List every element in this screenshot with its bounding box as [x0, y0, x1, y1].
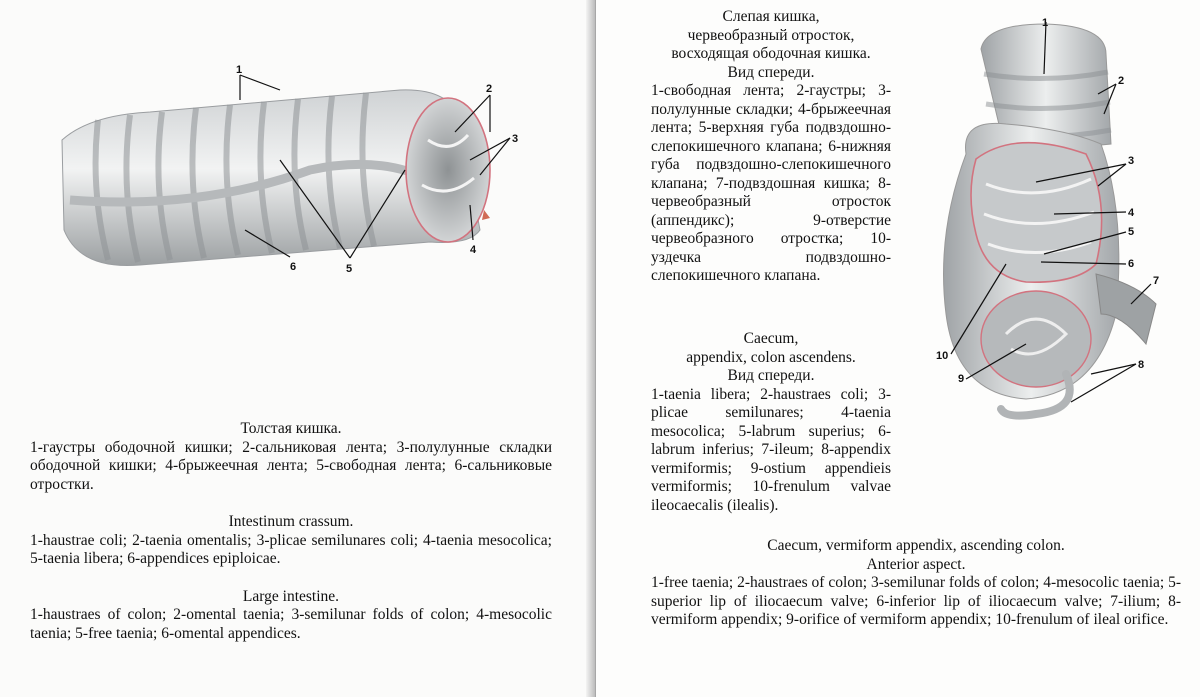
caption-title-latin-line-2: appendix, colon ascendens. — [686, 348, 856, 366]
caption-title-english-line-2: Anterior aspect. — [866, 555, 966, 573]
figure-label-5: 5 — [1128, 226, 1135, 238]
caption-title-russian: Толстая кишка. — [240, 420, 342, 437]
caecum-caption-russian — [651, 8, 891, 286]
caption-title-latin-line-1: Caecum, — [743, 330, 799, 347]
caption-title-latin: Intestinum crassum. — [228, 513, 354, 530]
large-intestine-figure — [50, 60, 520, 290]
caption-title-russian-line-4: Вид спереди. — [727, 63, 815, 81]
figure-label-3: 3 — [512, 133, 519, 145]
caption-body-english: 1-haustraes of colon; 2-omental taenia; 3-semilunar folds of colon; 4-mesocolic taenia; 5-free taenia; 6-omental appendices. — [30, 606, 552, 642]
caption-title-russian-line-3: восходящая ободочная кишка. — [671, 45, 871, 62]
figure-label-9: 9 — [958, 373, 965, 385]
figure-label-3: 3 — [1128, 155, 1135, 167]
figure-label-2: 2 — [486, 83, 493, 95]
caption-body-russian: 1-свободная лента; 2-гаустры; 3-полулунные складки; 4-брыжеечная лента; 5-верхняя губа подвздошно-слепокишечного клапана; 6-нижняя губа подвздошно-слепокишечного клапана; 7-подвздошная кишка; 8-червеобразный отросток (аппендикс); 9-отверстие червеобразного отростка; 10-уздечка подвздошно-слепокишечного клапана. — [651, 82, 891, 284]
caption-title-english: Large intestine. — [242, 587, 340, 605]
caecum-figure — [926, 14, 1176, 434]
figure-label-6: 6 — [290, 261, 297, 273]
caecum-caption-latin — [651, 330, 891, 515]
figure-label-7: 7 — [1153, 275, 1160, 287]
caption-body-latin: 1-taenia libera; 2-haustraes coli; 3-plicae semilunares; 4-taenia mesocolica; 5-labrum superius; 6-labrum inferius; 7-ileum; 8-appendix vermiformis; 9-ostium appendieis vermiformis; 10-frenulum valvae ileocaecalis (ilealis). — [651, 385, 891, 514]
figure-label-5: 5 — [346, 263, 353, 275]
caption-title-english-line-1: Caecum, vermiform appendix, ascending colon. — [767, 537, 1065, 554]
caecum-illustration — [926, 14, 1176, 434]
caption-title-latin-line-3: Вид спереди. — [727, 367, 815, 384]
caption-body-latin: 1-haustrae coli; 2-taenia omentalis; 3-plicae semilunares coli; 4-taenia mesocolica; 5-taenia libera; 6-appendices epiploicae. — [30, 531, 552, 567]
figure-label-4: 4 — [470, 244, 477, 256]
caption-body-english: 1-free taenia; 2-haustraes of colon; 3-semilunar folds of colon; 4-mesocolic taenia; 5-superior lip of iliocaecum valve; 6-inferior lip of iliocaecum valve; 7-ilium; 8-vermiform appendix; 9-orifice of vermiform appendix; 10-frenulum of ileal orifice. — [651, 574, 1181, 628]
figure-label-2: 2 — [1118, 75, 1125, 87]
figure-label-1: 1 — [236, 64, 243, 76]
left-page — [0, 0, 596, 697]
large-intestine-illustration — [50, 60, 520, 290]
figure-label-4: 4 — [1128, 207, 1135, 219]
figure-label-6: 6 — [1128, 258, 1135, 270]
right-page — [596, 0, 1200, 697]
figure-label-10: 10 — [936, 350, 949, 362]
figure-label-8: 8 — [1138, 359, 1145, 371]
caecum-caption-english — [651, 537, 1181, 630]
caption-title-russian-line-1: Слепая кишка, — [722, 8, 820, 25]
caption-body-russian: 1-гаустры ободочной кишки; 2-сальниковая лента; 3-полулунные складки ободочной кишки; 4-брыжеечная лента; 5-свободная лента; 6-сальниковые отростки. — [30, 438, 552, 493]
figure-label-1: 1 — [1042, 17, 1049, 29]
large-intestine-caption — [30, 420, 552, 643]
caption-title-russian-line-2: червеобразный отросток, — [687, 26, 855, 44]
